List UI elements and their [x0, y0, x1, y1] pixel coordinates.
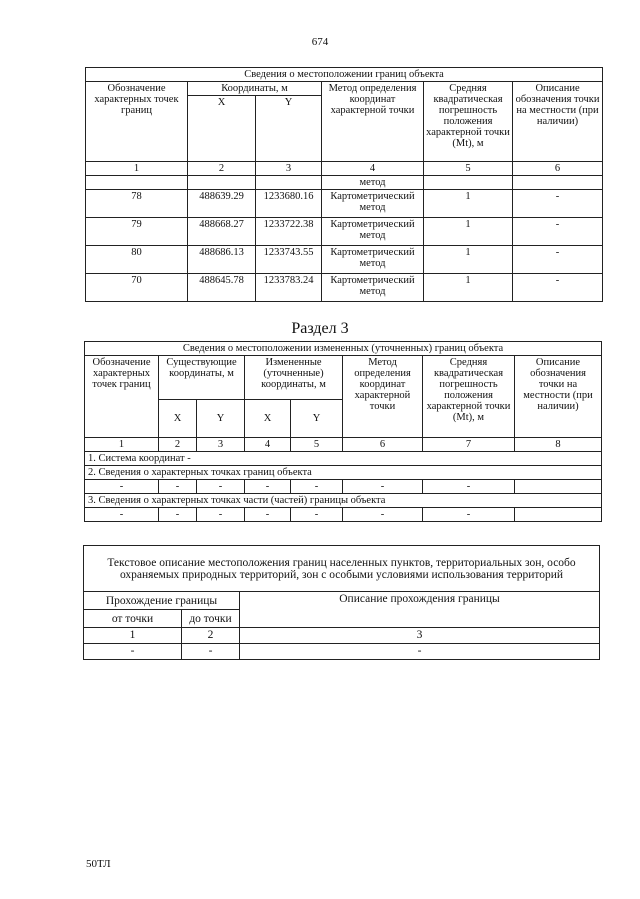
col-number: 8	[515, 438, 602, 452]
col-number: 4	[245, 438, 291, 452]
header-y: Y	[256, 96, 322, 162]
error: 1	[424, 218, 513, 246]
table-row	[85, 480, 602, 494]
col-number: 4	[322, 162, 424, 176]
empty-value: -	[159, 508, 197, 522]
header-x: X	[188, 96, 256, 162]
x-coordinate: 488639.29	[188, 190, 256, 218]
part3-heading: 3. Сведения о характерных точках части (частей) границы объекта	[85, 494, 602, 508]
table-row	[86, 274, 603, 302]
header-method: Метод определения координат характерной точки	[322, 82, 424, 162]
method: Картометрический метод	[322, 190, 424, 218]
description: -	[513, 274, 603, 302]
method: Картометрический метод	[322, 246, 424, 274]
table-row	[86, 246, 603, 274]
table-row	[86, 190, 603, 218]
empty-value: -	[197, 480, 245, 494]
col-number: 1	[84, 628, 182, 644]
error: 1	[424, 274, 513, 302]
coordinate-system: 1. Система координат -	[85, 452, 602, 466]
col-number: 2	[182, 628, 240, 644]
empty-value: -	[291, 480, 343, 494]
footer-code: 50ТЛ	[86, 858, 111, 870]
point-id: 80	[86, 246, 188, 274]
header-y: Y	[291, 400, 343, 438]
description: -	[513, 218, 603, 246]
col-number: 5	[291, 438, 343, 452]
col-number: 3	[240, 628, 600, 644]
empty-value: -	[423, 480, 515, 494]
empty-value: -	[84, 644, 182, 660]
boundary-points-table	[85, 67, 603, 302]
table1-title: Сведения о местоположении границ объекта	[86, 68, 603, 82]
empty-value: -	[343, 508, 423, 522]
x-coordinate: 488668.27	[188, 218, 256, 246]
header-x: X	[245, 400, 291, 438]
empty-value: -	[159, 480, 197, 494]
empty-value: -	[291, 508, 343, 522]
header-coordinates: Координаты, м	[188, 82, 322, 96]
y-coordinate: 1233743.55	[256, 246, 322, 274]
col-number: 1	[85, 438, 159, 452]
page-number: 674	[311, 36, 329, 48]
header-designation: Обозначение характерных точек границ	[86, 82, 188, 162]
point-id: 79	[86, 218, 188, 246]
header-passage-description: Описание прохождения границы	[240, 592, 600, 628]
table-row	[85, 508, 602, 522]
error: 1	[424, 246, 513, 274]
empty-value: -	[182, 644, 240, 660]
empty-value: -	[240, 644, 600, 660]
header-description: Описание обозначения точки на местности (при наличии)	[513, 82, 603, 162]
header-method: Метод определения координат характерной точки	[343, 356, 423, 438]
table-row	[84, 644, 600, 660]
carry-over-text: метод	[322, 176, 424, 190]
method: Картометрический метод	[322, 218, 424, 246]
col-number: 3	[256, 162, 322, 176]
header-from-point: от точки	[84, 610, 182, 628]
header-changed-coords: Измененные (уточненные) координаты, м	[245, 356, 343, 400]
point-id: 78	[86, 190, 188, 218]
x-coordinate: 488686.13	[188, 246, 256, 274]
empty-value: -	[85, 480, 159, 494]
x-coordinate: 488645.78	[188, 274, 256, 302]
col-number: 6	[343, 438, 423, 452]
error: 1	[424, 190, 513, 218]
header-error: Средняя квадратическая погрешность положения характерной точки (Mt), м	[424, 82, 513, 162]
header-existing-coords: Существующие координаты, м	[159, 356, 245, 400]
col-number: 1	[86, 162, 188, 176]
col-number: 2	[159, 438, 197, 452]
empty-value: -	[85, 508, 159, 522]
table3-title: Текстовое описание местоположения границ населенных пунктов, территориальных зон, особо охраняемых природных территорий, зон с особыми условиями использования территорий	[84, 546, 600, 592]
header-designation: Обозначение характерных точек границ	[85, 356, 159, 438]
y-coordinate: 1233722.38	[256, 218, 322, 246]
header-error: Средняя квадратическая погрешность положения характерной точки (Mt), м	[423, 356, 515, 438]
changed-boundaries-table	[84, 341, 602, 522]
empty-cell	[515, 480, 602, 494]
empty-value: -	[343, 480, 423, 494]
empty-value: -	[197, 508, 245, 522]
empty-value: -	[245, 480, 291, 494]
header-passage: Прохождение границы	[84, 592, 240, 610]
col-number: 2	[188, 162, 256, 176]
empty-value: -	[245, 508, 291, 522]
description: -	[513, 190, 603, 218]
part2-heading: 2. Сведения о характерных точках границ объекта	[85, 466, 602, 480]
col-number: 7	[423, 438, 515, 452]
y-coordinate: 1233783.24	[256, 274, 322, 302]
header-x: X	[159, 400, 197, 438]
col-number: 3	[197, 438, 245, 452]
point-id: 70	[86, 274, 188, 302]
table-row	[86, 218, 603, 246]
empty-cell	[515, 508, 602, 522]
header-to-point: до точки	[182, 610, 240, 628]
section-heading: Раздел 3	[291, 320, 349, 337]
y-coordinate: 1233680.16	[256, 190, 322, 218]
empty-value: -	[423, 508, 515, 522]
header-description: Описание обозначения точки на местности (при наличии)	[515, 356, 602, 438]
col-number: 5	[424, 162, 513, 176]
description: -	[513, 246, 603, 274]
col-number: 6	[513, 162, 603, 176]
section3-title: Сведения о местоположении измененных (уточненных) границ объекта	[85, 342, 602, 356]
header-y: Y	[197, 400, 245, 438]
text-description-table	[83, 545, 600, 660]
method: Картометрический метод	[322, 274, 424, 302]
